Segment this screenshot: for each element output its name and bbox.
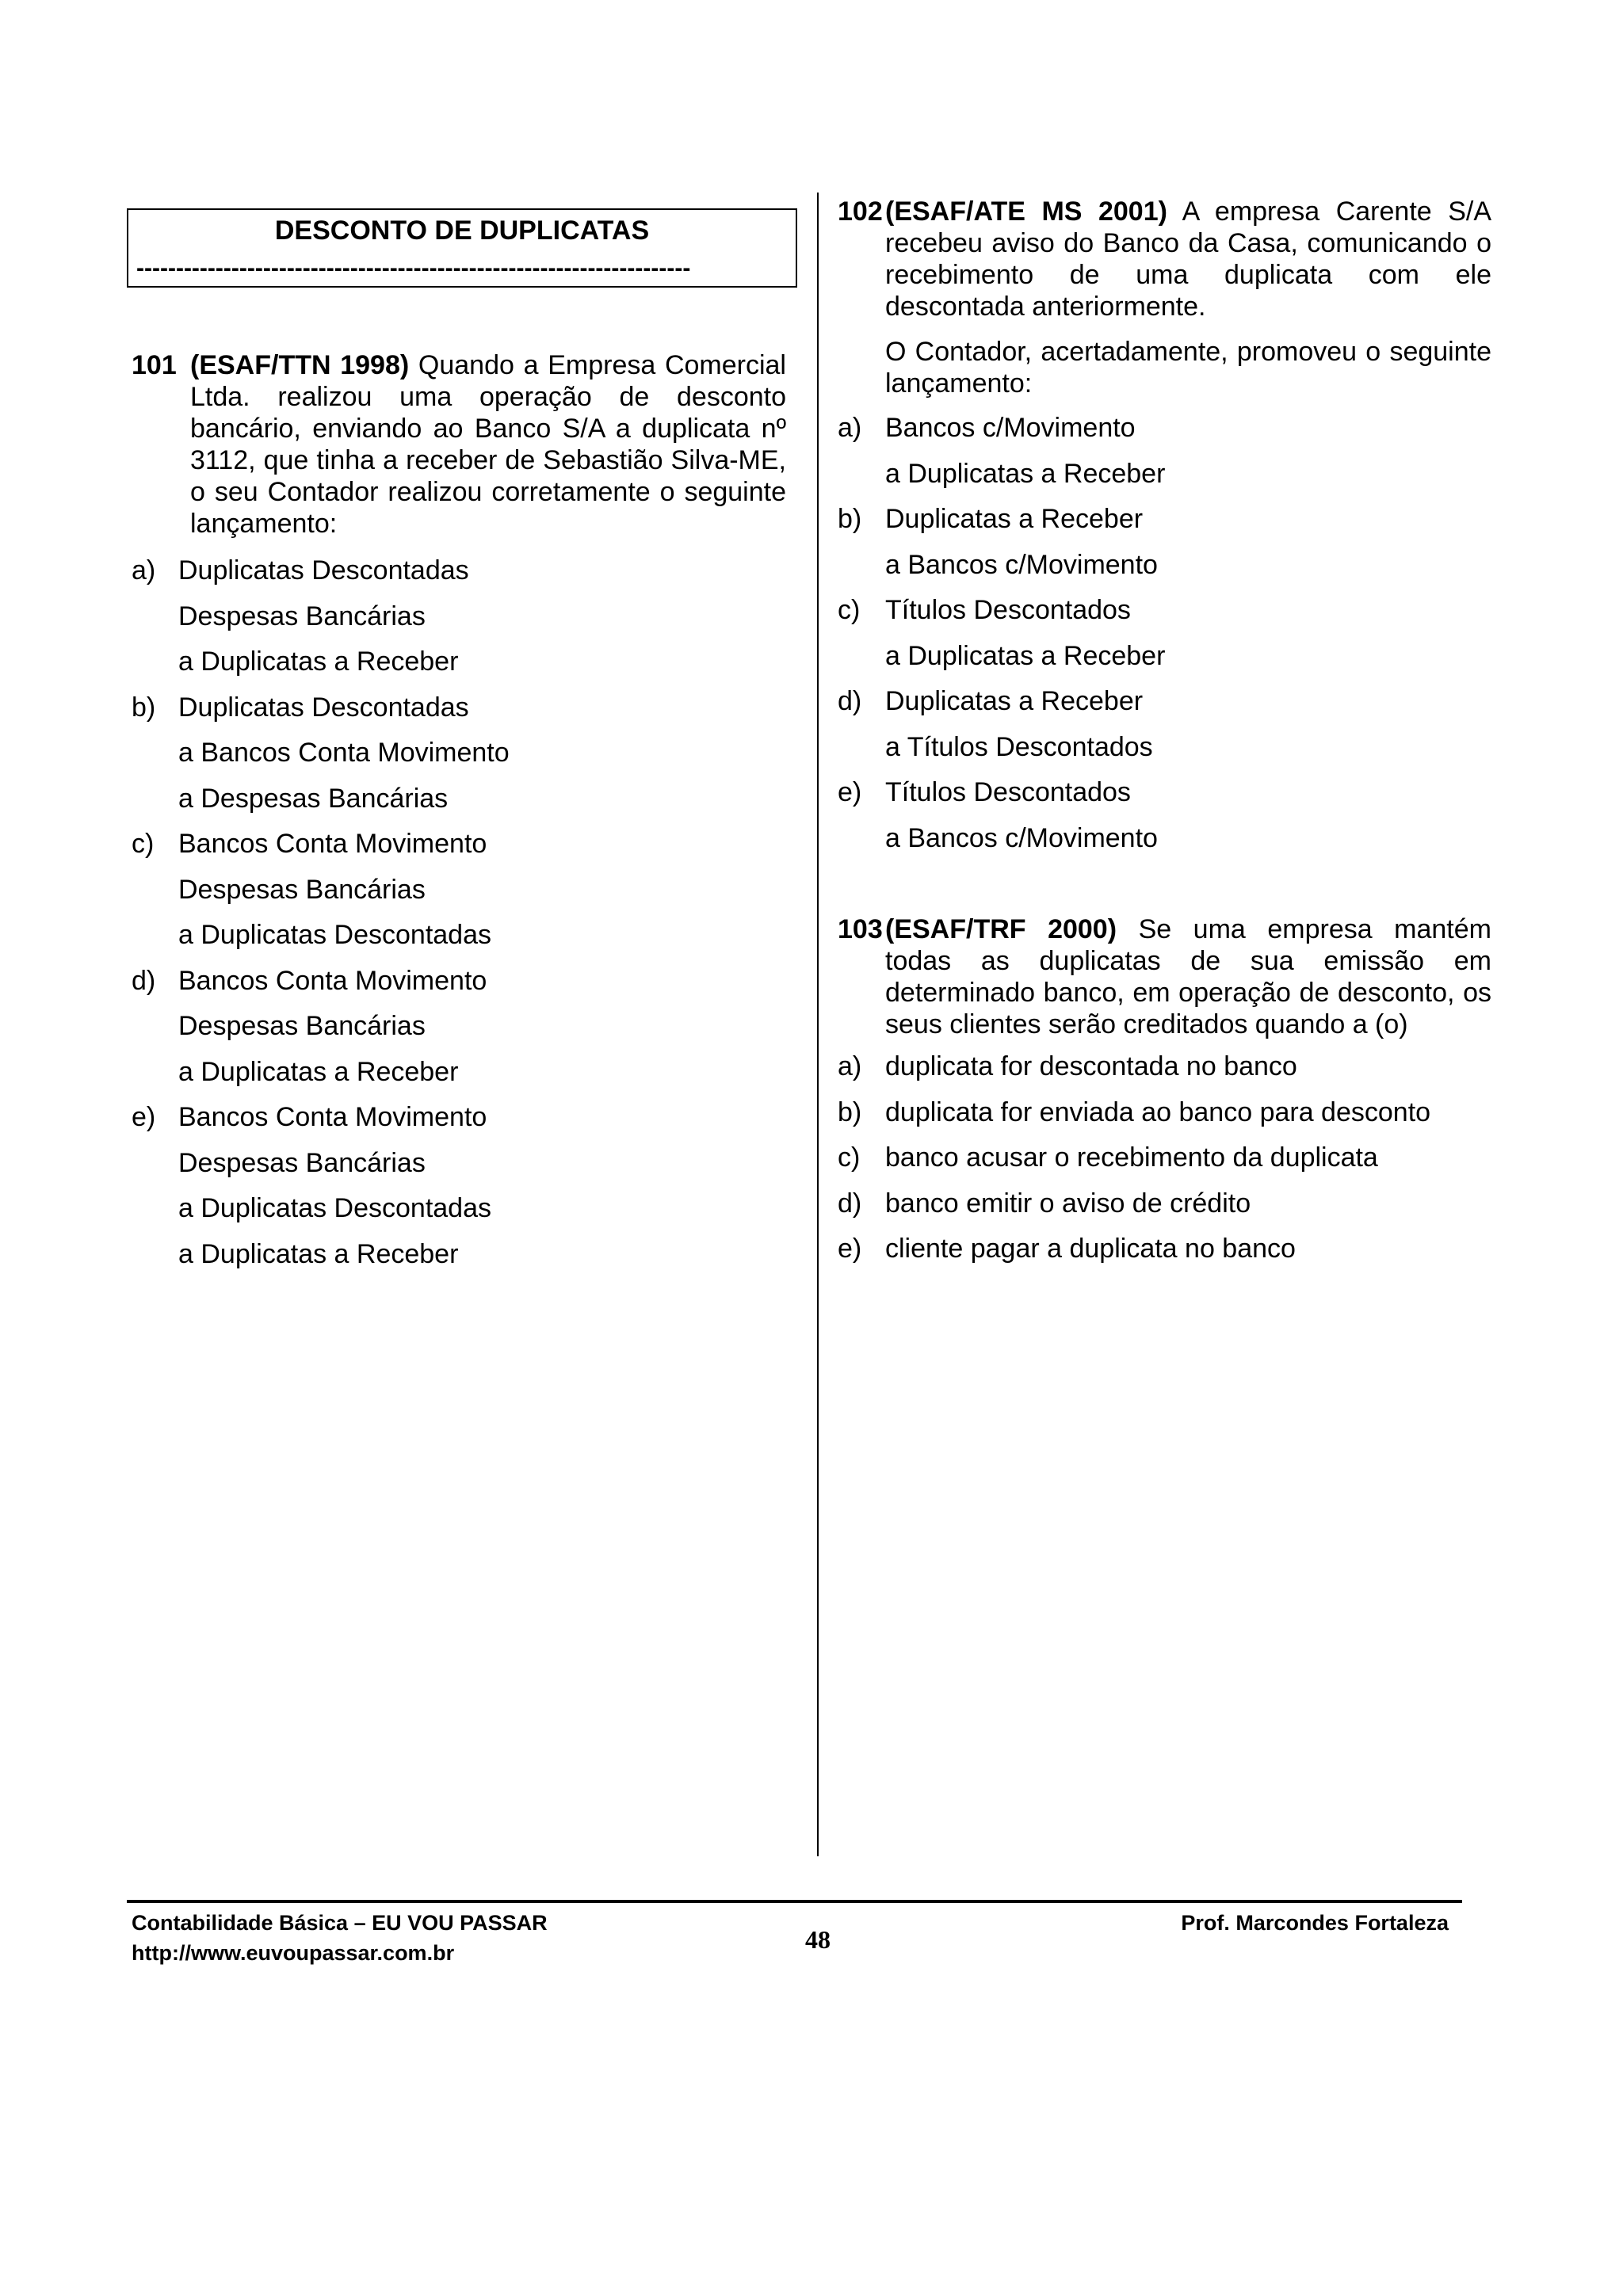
option-letter: e) bbox=[838, 777, 862, 807]
question-statement-2: O Contador, acertadamente, promoveu o seguinte lançamento: bbox=[885, 337, 1491, 399]
option-line: a Duplicatas a Receber bbox=[178, 1238, 459, 1269]
question-number: 103 bbox=[838, 914, 883, 944]
question-103 bbox=[838, 913, 1491, 1040]
footer-author: Prof. Marcondes Fortaleza bbox=[1181, 1911, 1449, 1935]
section-title: DESCONTO DE DUPLICATAS bbox=[274, 215, 650, 246]
option-line: Bancos Conta Movimento bbox=[178, 829, 487, 859]
option-line: Títulos Descontados bbox=[885, 595, 1131, 625]
option-letter: d) bbox=[838, 686, 862, 716]
question-101 bbox=[132, 349, 786, 540]
question-number: 101 bbox=[132, 350, 177, 380]
option-line: a Bancos c/Movimento bbox=[885, 549, 1158, 580]
question-text bbox=[885, 196, 1491, 322]
option-letter: c) bbox=[132, 829, 155, 859]
footer-rule bbox=[127, 1900, 1462, 1903]
option-letter: e) bbox=[838, 1234, 862, 1264]
page-number: 48 bbox=[805, 1925, 831, 1954]
option-line: Bancos Conta Movimento bbox=[178, 1102, 487, 1132]
option-letter: e) bbox=[132, 1102, 156, 1132]
option-line: Bancos Conta Movimento bbox=[178, 965, 487, 996]
option-line: Despesas Bancárias bbox=[178, 601, 426, 631]
option-line: Despesas Bancárias bbox=[178, 1147, 426, 1178]
footer-url: http://www.euvoupassar.com.br bbox=[132, 1941, 455, 1965]
option-letter: c) bbox=[838, 1142, 861, 1173]
option-line: a Duplicatas Descontadas bbox=[178, 1193, 492, 1223]
question-source: (ESAF/TRF 2000) bbox=[885, 914, 1117, 944]
option-line: a Bancos Conta Movimento bbox=[178, 738, 510, 768]
option-line: Despesas Bancárias bbox=[178, 874, 426, 905]
question-102 bbox=[838, 196, 1491, 399]
option-line: Bancos c/Movimento bbox=[885, 413, 1136, 443]
option-letter: a) bbox=[838, 413, 862, 443]
option-letter: a) bbox=[838, 1051, 862, 1081]
option-letter: c) bbox=[838, 595, 861, 625]
footer-left bbox=[132, 1908, 548, 1968]
question-number: 102 bbox=[838, 196, 883, 227]
option-letter: d) bbox=[132, 965, 156, 996]
question-text bbox=[885, 913, 1491, 1040]
option-line: cliente pagar a duplicata no banco bbox=[885, 1234, 1296, 1264]
option-line: banco emitir o aviso de crédito bbox=[885, 1188, 1251, 1219]
option-line: Duplicatas Descontadas bbox=[178, 692, 469, 723]
option-line: a Duplicatas Descontadas bbox=[178, 920, 492, 950]
option-letter: b) bbox=[838, 504, 862, 534]
option-line: Duplicatas a Receber bbox=[885, 504, 1144, 534]
option-line: duplicata for descontada no banco bbox=[885, 1051, 1297, 1081]
option-line: a Duplicatas a Receber bbox=[885, 640, 1166, 671]
option-line: a Duplicatas a Receber bbox=[178, 646, 459, 677]
column-divider bbox=[817, 193, 819, 1856]
option-letter: a) bbox=[132, 555, 156, 585]
option-line: Títulos Descontados bbox=[885, 777, 1131, 807]
question-statement: Quando a Empresa Comercial Ltda. realizou uma operação de desconto bancário, enviando ao Banco S/A a duplicata nº 3112, que tinha a receber de Sebastião Silva-ME, o seu Contador realizou corretamente o seguinte lançamento: bbox=[190, 350, 786, 539]
option-line: a Títulos Descontados bbox=[885, 731, 1153, 762]
question-source: (ESAF/TTN 1998) bbox=[190, 350, 410, 380]
option-line: banco acusar o recebimento da duplicata bbox=[885, 1142, 1378, 1173]
footer-book-title: Contabilidade Básica – EU VOU PASSAR bbox=[132, 1911, 548, 1935]
option-letter: b) bbox=[132, 692, 156, 723]
option-line: a Bancos c/Movimento bbox=[885, 822, 1158, 853]
option-line: Duplicatas a Receber bbox=[885, 686, 1144, 716]
option-line: a Despesas Bancárias bbox=[178, 783, 449, 814]
option-line: Duplicatas Descontadas bbox=[178, 555, 469, 585]
option-line: duplicata for enviada ao banco para desconto bbox=[885, 1097, 1431, 1127]
section-dashes: ---------------------------------------------------------------------- bbox=[136, 255, 691, 281]
option-letter: b) bbox=[838, 1097, 862, 1127]
option-letter: d) bbox=[838, 1188, 862, 1219]
question-text bbox=[190, 349, 786, 540]
option-line: a Duplicatas a Receber bbox=[885, 458, 1166, 489]
section-title-box bbox=[127, 208, 797, 288]
question-statement: Se uma empresa mantém todas as duplicatas de sua emissão em determinado banco, em operação de desconto, os seus clientes serão creditados quando a (o) bbox=[885, 914, 1491, 1039]
question-statement: A empresa Carente S/A recebeu aviso do Banco da Casa, comunicando o recebimento de uma duplicata com ele descontada anteriormente. bbox=[885, 196, 1492, 322]
question-source: (ESAF/ATE MS 2001) bbox=[885, 196, 1167, 227]
option-line: a Duplicatas a Receber bbox=[178, 1056, 459, 1087]
option-line: Despesas Bancárias bbox=[178, 1011, 426, 1041]
